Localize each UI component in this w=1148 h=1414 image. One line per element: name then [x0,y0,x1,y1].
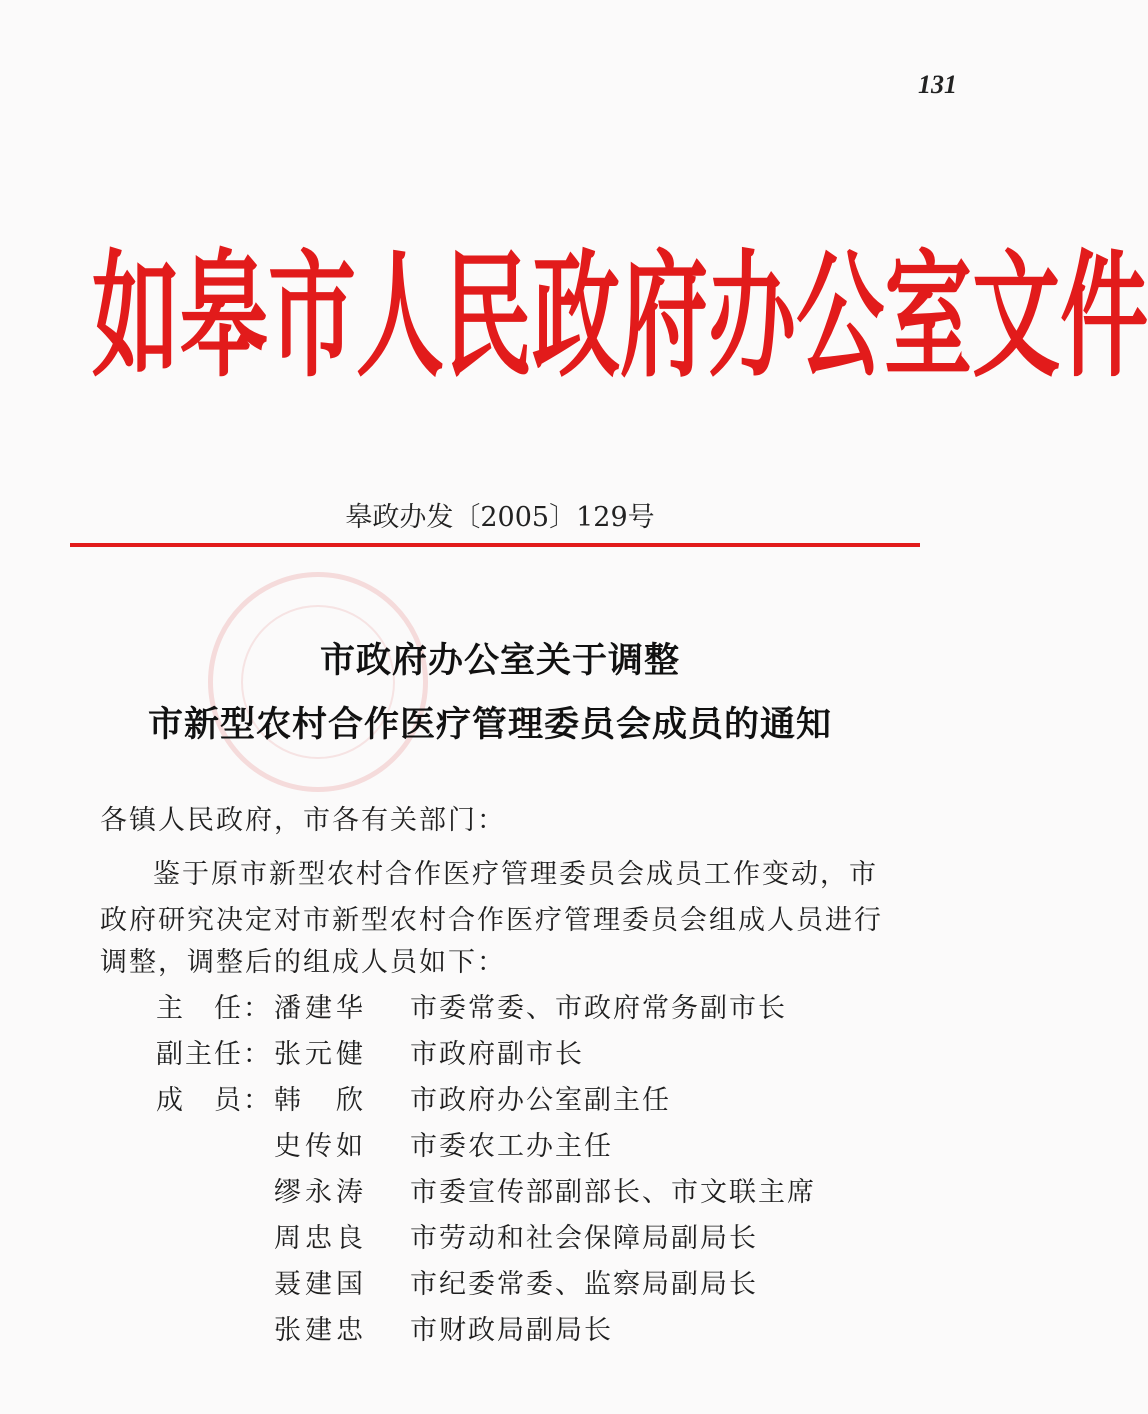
member-name: 史传如 [274,1131,367,1162]
masthead-char: 民 [444,236,533,397]
masthead-char: 室 [884,236,973,397]
member-row [0,1032,1000,1072]
member-position: 市委宣传部副部长、市文联主席 [410,1177,816,1208]
masthead-char: 人 [356,236,445,397]
member-name: 潘建华 [274,993,367,1024]
member-position: 市委常委、市政府常务副市长 [410,993,787,1024]
member-role: 成 员： [156,1085,272,1116]
member-position: 市纪委常委、监察局副局长 [410,1269,758,1300]
member-row [0,1078,1000,1118]
masthead-char: 府 [620,236,709,397]
member-row [0,1262,1000,1302]
member-position: 市财政局副局长 [410,1315,613,1346]
masthead-char: 办 [708,236,797,397]
member-name: 聂建国 [274,1269,367,1300]
masthead-char: 文 [972,236,1061,397]
member-position: 市劳动和社会保障局副局长 [410,1223,758,1254]
red-divider-line [70,543,920,547]
member-position: 市政府副市长 [410,1039,584,1070]
member-position: 市政府办公室副主任 [410,1085,671,1116]
member-row [0,1170,1000,1210]
masthead-char: 件 [1060,236,1148,397]
masthead-char: 市 [268,236,357,397]
notice-title-line-2: 市新型农村合作医疗管理委员会成员的通知 [147,704,832,745]
paragraph-line: 鉴于原市新型农村合作医疗管理委员会成员工作变动，市 [153,859,878,890]
member-name: 张元健 [274,1039,367,1070]
notice-title-line-1: 市政府办公室关于调整 [319,640,680,681]
member-name: 张建忠 [274,1315,367,1346]
member-role: 副主任： [156,1039,272,1070]
member-name: 周忠良 [274,1223,367,1254]
masthead-title [92,236,1148,397]
paragraph-line: 调整，调整后的组成人员如下： [100,947,506,978]
member-row [0,986,1000,1026]
member-name: 韩 欣 [274,1085,367,1116]
member-role: 主 任： [156,993,272,1024]
masthead-char: 政 [532,236,621,397]
member-row [0,1308,1000,1348]
salutation: 各镇人民政府，市各有关部门： [100,805,506,836]
member-position: 市委农工办主任 [410,1131,613,1162]
paragraph-line: 政府研究决定对市新型农村合作医疗管理委员会组成人员进行 [100,905,883,936]
masthead-char: 皋 [180,236,269,397]
document-number: 皋政办发〔2005〕129号 [345,502,655,533]
member-row [0,1124,1000,1164]
masthead-char: 公 [796,236,885,397]
member-name: 缪永涛 [274,1177,367,1208]
masthead-char: 如 [92,236,181,397]
member-row [0,1216,1000,1256]
page-number: 131 [918,70,957,99]
